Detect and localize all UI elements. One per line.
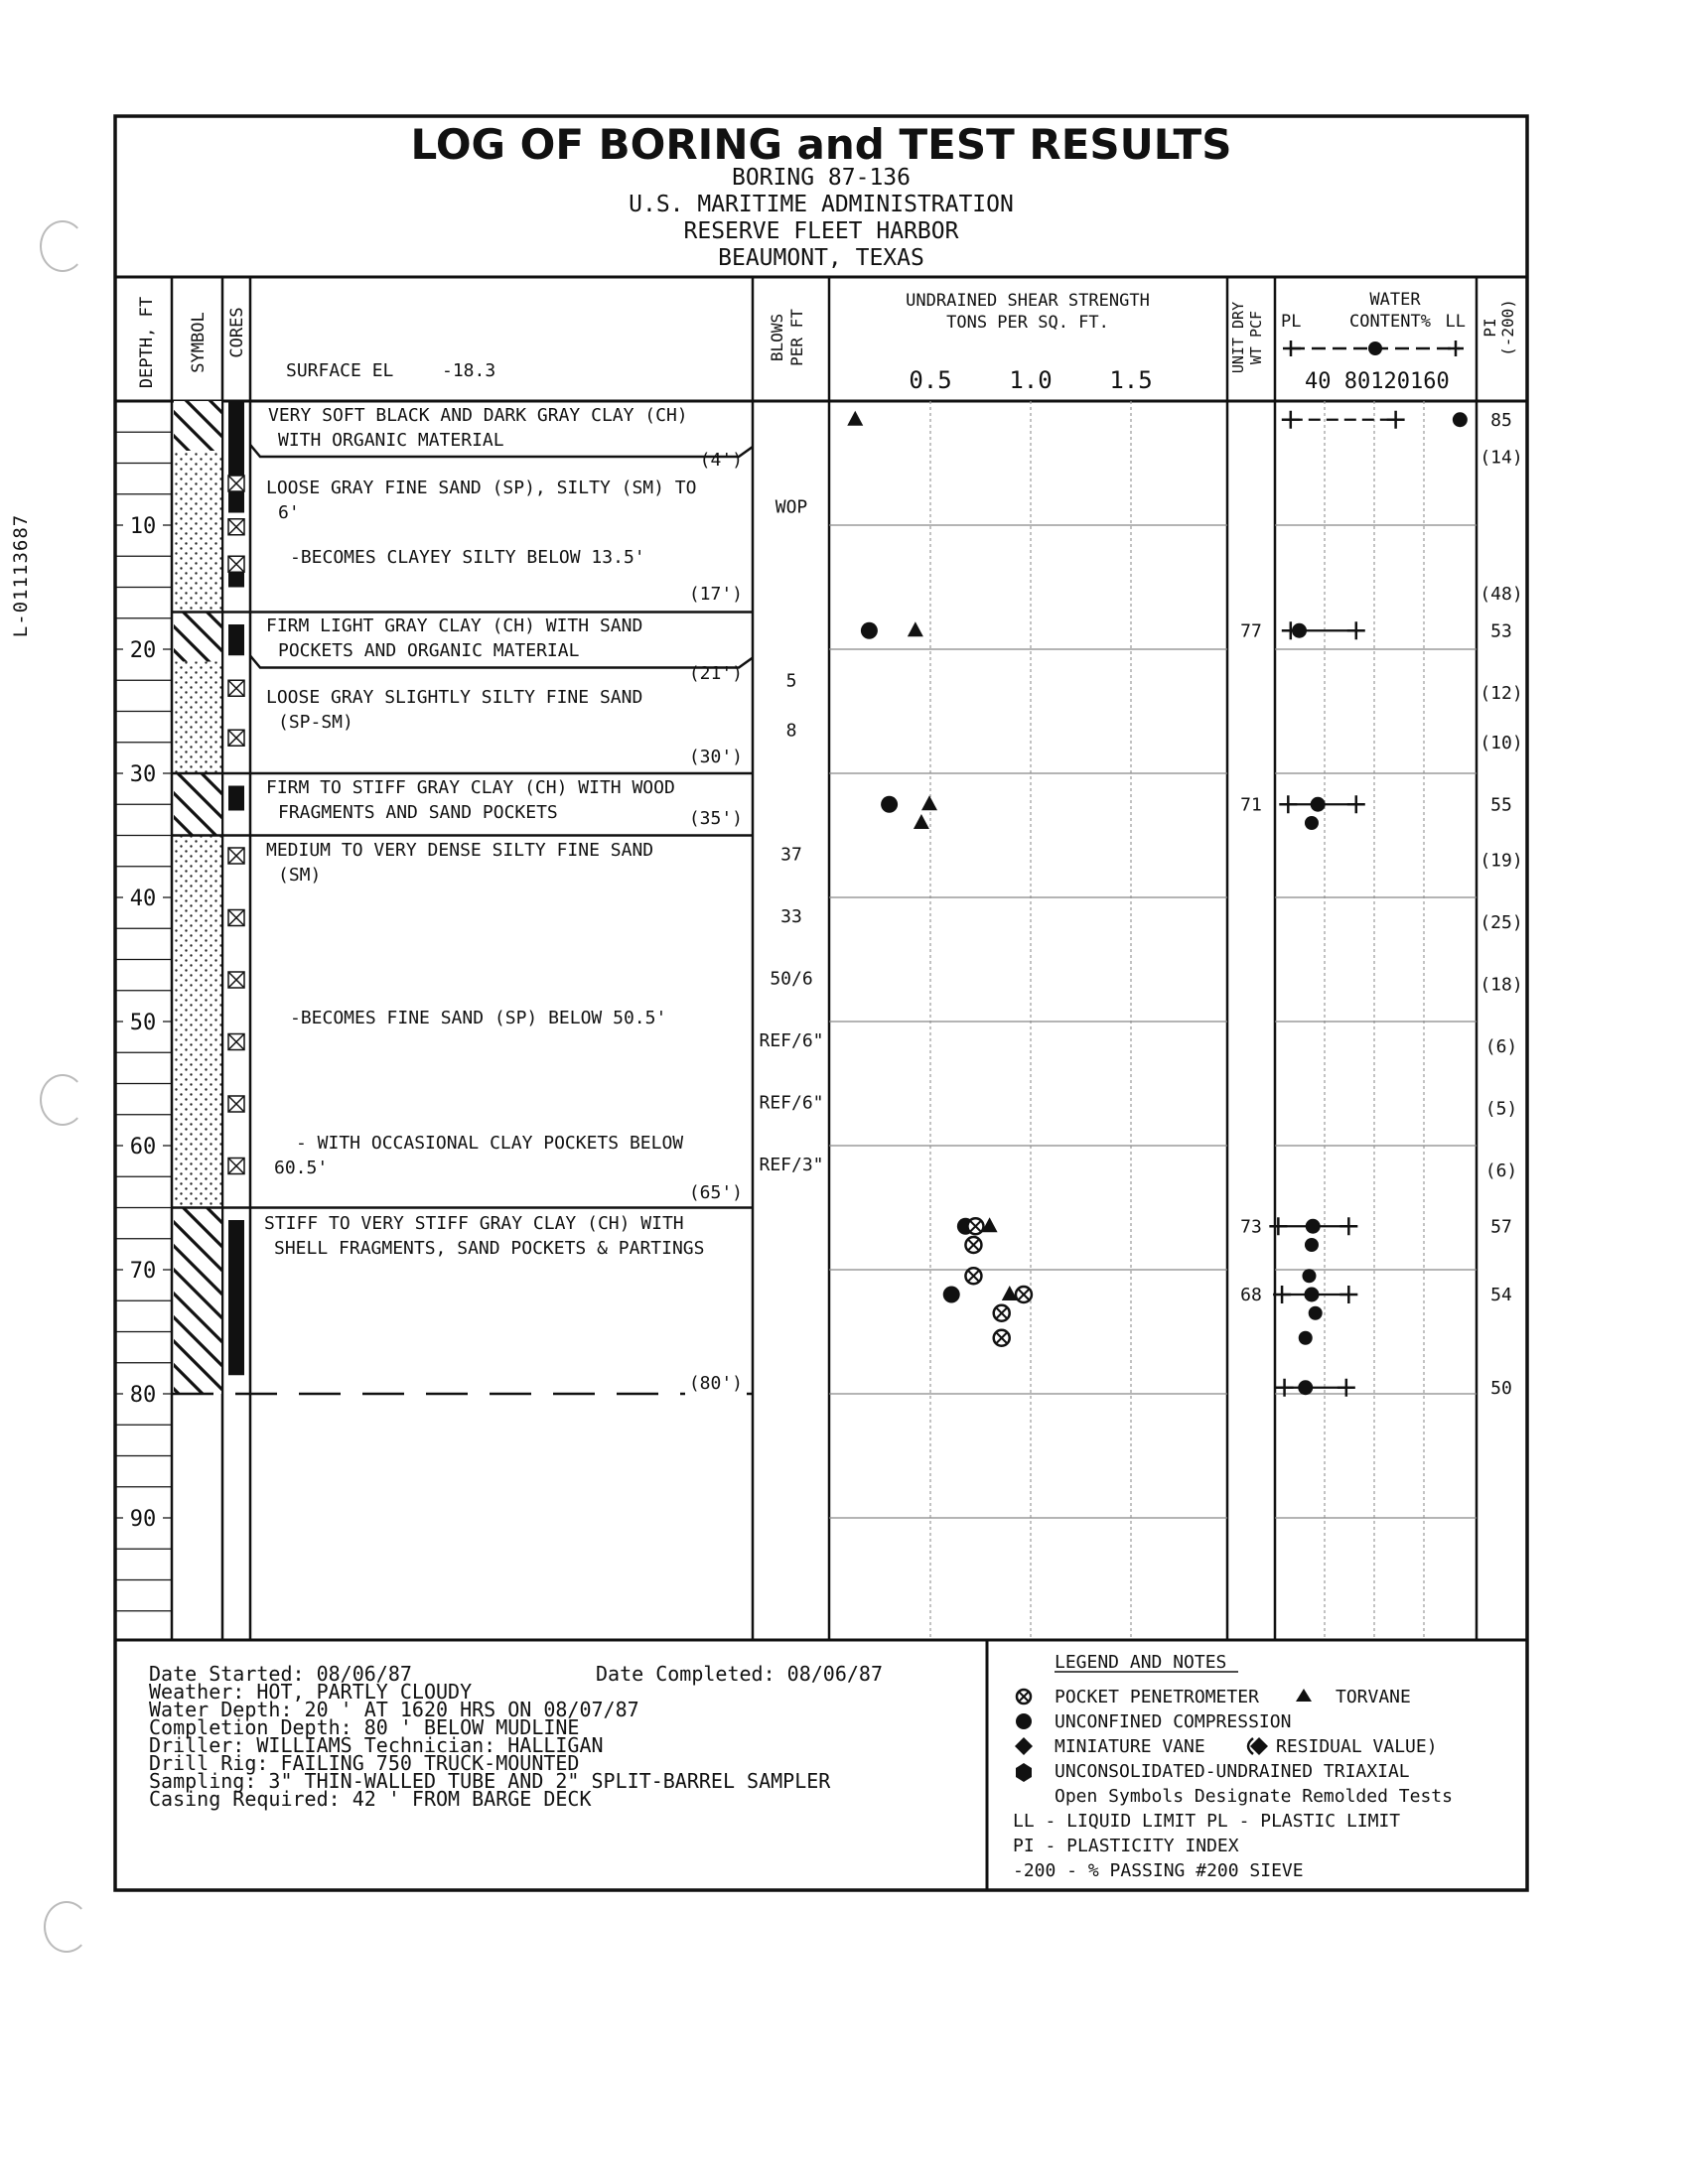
water-content-point xyxy=(1304,1288,1319,1302)
stratum-depth-mark: (17') xyxy=(688,584,743,605)
stratum-description: FRAGMENTS AND SAND POCKETS xyxy=(278,802,558,823)
pi-column xyxy=(1479,410,1522,1399)
water-content-point xyxy=(1299,1331,1313,1345)
stratum-description: -BECOMES CLAYEY SILTY BELOW 13.5' xyxy=(290,547,645,568)
stratum-description: -BECOMES FINE SAND (SP) BELOW 50.5' xyxy=(290,1008,667,1028)
residual-value-icon xyxy=(1248,1737,1268,1755)
sampling: Sampling: 3" THIN-WALLED TUBE AND 2" SPLIT-BARREL SAMPLER xyxy=(149,1769,831,1793)
stratum-depth-mark: (4') xyxy=(699,450,743,471)
legend-pocket: POCKET PENETROMETER xyxy=(1055,1687,1259,1707)
torvane-point xyxy=(921,795,937,810)
plasticity-index: (14) xyxy=(1479,447,1523,469)
soil-symbol-block xyxy=(174,401,221,451)
water-ticks: 40 80120160 xyxy=(1305,369,1450,394)
plasticity-index: (6) xyxy=(1484,1036,1518,1057)
stratum-description: WITH ORGANIC MATERIAL xyxy=(278,430,504,451)
unconfined-compression-point xyxy=(861,622,878,639)
water-content-point xyxy=(1298,1380,1313,1395)
boring-number: BORING 87-136 xyxy=(731,165,912,191)
stratum-description: SHELL FRAGMENTS, SAND POCKETS & PARTINGS xyxy=(274,1238,705,1259)
depth-label: 60 xyxy=(129,1135,157,1160)
torvane-point xyxy=(908,621,923,636)
surface-el-value: -18.3 xyxy=(442,360,496,381)
header-shear-2: TONS PER SQ. FT. xyxy=(946,313,1109,333)
stratum-depth-mark: (65') xyxy=(688,1182,743,1203)
blow-count: 33 xyxy=(780,905,802,927)
date-started: Date Started: 08/06/87 xyxy=(149,1662,412,1686)
water-content-point xyxy=(1309,1306,1323,1320)
unit-dry-weight: 68 xyxy=(1240,1285,1262,1305)
depth-label: 90 xyxy=(129,1507,157,1532)
header-blows-1: BLOWS xyxy=(768,313,786,362)
water-content-plot xyxy=(1269,411,1468,1397)
header-blows-2: PER FT xyxy=(787,309,806,366)
header-water-1: WATER xyxy=(1369,290,1421,310)
legend xyxy=(1013,1652,1453,1881)
torvane-icon xyxy=(1296,1689,1312,1702)
plasticity-index: (12) xyxy=(1479,682,1523,704)
legend-unconfined: UNCONFINED COMPRESSION xyxy=(1055,1711,1292,1732)
tube-sample xyxy=(228,786,244,811)
info-block xyxy=(149,1662,883,1811)
soil-symbol-block xyxy=(174,613,221,662)
cores-column xyxy=(228,401,244,1375)
legend-ll-pl: LL - LIQUID LIMIT PL - PLASTIC LIMIT xyxy=(1013,1811,1401,1832)
water-content-point xyxy=(1302,1269,1316,1283)
header-unit-dry-1: UNIT DRY xyxy=(1229,301,1247,374)
depth-label: 70 xyxy=(129,1259,157,1284)
symbol-column xyxy=(174,401,221,1394)
unit-dry-weight: 73 xyxy=(1240,1216,1262,1238)
soil-symbol-block xyxy=(174,773,221,836)
pocket-penetrometer-icon xyxy=(1017,1690,1031,1704)
plasticity-index: 54 xyxy=(1490,1285,1512,1305)
header-shear-1: UNDRAINED SHEAR STRENGTH xyxy=(906,291,1150,311)
header-cores: CORES xyxy=(227,307,247,358)
blow-count: 8 xyxy=(785,720,797,742)
depth-label: 50 xyxy=(129,1011,157,1035)
plasticity-index: 50 xyxy=(1490,1377,1512,1399)
plasticity-index: (10) xyxy=(1479,732,1523,753)
legend-pi: PI - PLASTICITY INDEX xyxy=(1013,1836,1239,1856)
water-content-point xyxy=(1305,816,1319,830)
shear-tick-label: 1.5 xyxy=(1109,366,1153,394)
stratum-description: FIRM TO STIFF GRAY CLAY (CH) WITH WOOD xyxy=(266,777,675,798)
soil-symbol-block xyxy=(174,451,221,613)
plasticity-index: 55 xyxy=(1490,794,1512,816)
water-depth: Water Depth: 20 ' AT 1620 HRS ON 08/07/87 xyxy=(149,1698,639,1721)
unit-dry-weight: 71 xyxy=(1240,794,1262,816)
blows-column xyxy=(759,496,823,1175)
legend-uu: UNCONSOLIDATED-UNDRAINED TRIAXIAL xyxy=(1055,1761,1410,1782)
drill-rig: Drill Rig: FAILING 750 TRUCK-MOUNTED xyxy=(149,1751,580,1775)
stratum-description: STIFF TO VERY STIFF GRAY CLAY (CH) WITH xyxy=(264,1213,684,1234)
pocket-penetrometer-point xyxy=(965,1237,981,1253)
tube-sample xyxy=(228,401,244,464)
column-headers xyxy=(137,290,1517,394)
header-depth: DEPTH, FT xyxy=(137,296,157,389)
soil-symbol-block xyxy=(174,662,221,774)
stratum-depth-mark: (30') xyxy=(688,747,743,767)
stratum-description: LOOSE GRAY FINE SAND (SP), SILTY (SM) TO xyxy=(266,478,697,498)
legend-sieve: -200 - % PASSING #200 SIEVE xyxy=(1013,1860,1304,1881)
plasticity-index: (5) xyxy=(1484,1098,1518,1120)
stratum-description: 60.5' xyxy=(274,1158,329,1178)
completion-depth: Completion Depth: 80 ' BELOW MUDLINE xyxy=(149,1715,580,1739)
water-content-point xyxy=(1305,1238,1319,1252)
water-content-point xyxy=(1306,1219,1321,1234)
unconfined-icon xyxy=(1016,1713,1032,1729)
weather: Weather: HOT, PARTLY CLOUDY xyxy=(149,1680,473,1704)
depth-label: 20 xyxy=(129,638,157,663)
blow-count: 37 xyxy=(780,844,802,866)
shear-tick-label: 0.5 xyxy=(909,366,952,394)
title-block xyxy=(411,120,1232,271)
location: BEAUMONT, TEXAS xyxy=(718,245,924,271)
stratum-description: LOOSE GRAY SLIGHTLY SILTY FINE SAND xyxy=(266,687,643,708)
plasticity-index: (18) xyxy=(1479,974,1523,996)
pocket-penetrometer-point xyxy=(1016,1287,1032,1302)
stratum-description: VERY SOFT BLACK AND DARK GRAY CLAY (CH) xyxy=(268,405,688,426)
water-content-point xyxy=(1311,797,1326,812)
depth-label: 30 xyxy=(129,762,157,787)
pocket-penetrometer-point xyxy=(967,1218,983,1234)
water-content-point xyxy=(1292,623,1307,638)
depth-label: 80 xyxy=(129,1383,157,1408)
stratum-description: 6' xyxy=(278,502,300,523)
stratum-description: FIRM LIGHT GRAY CLAY (CH) WITH SAND xyxy=(266,615,643,636)
plasticity-index: (19) xyxy=(1479,850,1523,872)
unconfined-compression-point xyxy=(943,1287,960,1303)
water-content-point xyxy=(1453,412,1468,427)
blow-count: REF/6" xyxy=(759,1029,824,1051)
unconfined-compression-point xyxy=(881,796,898,813)
unit-dry-column xyxy=(1240,620,1262,1305)
legend-torvane: TORVANE xyxy=(1336,1687,1411,1707)
header-symbol: SYMBOL xyxy=(189,312,209,373)
stratum-description: (SP-SM) xyxy=(278,712,353,733)
stratum-description: POCKETS AND ORGANIC MATERIAL xyxy=(278,640,580,661)
blow-count: 5 xyxy=(785,670,797,692)
torvane-point xyxy=(847,411,863,426)
surface-el-label: SURFACE EL xyxy=(286,360,394,381)
pocket-penetrometer-point xyxy=(965,1268,981,1284)
legend-residual: RESIDUAL VALUE) xyxy=(1276,1736,1438,1757)
tube-sample xyxy=(228,624,244,655)
torvane-point xyxy=(914,814,929,829)
shear-strength-plot xyxy=(847,411,1032,1346)
stratum-depth-mark: (35') xyxy=(688,808,743,829)
header-water-pl: PL xyxy=(1281,312,1302,332)
driller: Driller: WILLIAMS Technician: HALLIGAN xyxy=(149,1733,604,1757)
tube-sample xyxy=(228,1220,244,1375)
water-key-dot xyxy=(1368,341,1382,355)
legend-title: LEGEND AND NOTES xyxy=(1055,1652,1227,1673)
header-unit-dry-2: WT PCF xyxy=(1247,310,1265,365)
plasticity-index: 53 xyxy=(1490,620,1512,642)
blow-count: 50/6 xyxy=(770,968,813,990)
header-pi-2: (-200) xyxy=(1498,299,1517,356)
depth-label: 40 xyxy=(129,887,157,911)
blow-count: REF/6" xyxy=(759,1092,824,1114)
shear-tick-label: 1.0 xyxy=(1009,366,1053,394)
legend-mini-vane: MINIATURE VANE xyxy=(1055,1736,1205,1757)
stratum-depth-mark: (21') xyxy=(688,663,743,684)
plasticity-index: 57 xyxy=(1490,1216,1512,1238)
strata-descriptions xyxy=(172,405,753,1394)
blow-count: WOP xyxy=(775,496,808,518)
stratum-depth-mark: (80') xyxy=(688,1373,743,1394)
data-grid xyxy=(829,366,1477,1640)
header-water-2: CONTENT% xyxy=(1349,312,1431,332)
plasticity-index: (48) xyxy=(1479,583,1523,605)
date-completed: Date Completed: 08/06/87 xyxy=(596,1662,883,1686)
soil-symbol-block xyxy=(174,836,221,1208)
plasticity-index: 85 xyxy=(1490,409,1512,431)
pocket-penetrometer-point xyxy=(994,1305,1010,1321)
miniature-vane-icon xyxy=(1015,1737,1033,1755)
site: RESERVE FLEET HARBOR xyxy=(683,218,959,244)
plasticity-index: (25) xyxy=(1479,912,1523,933)
casing: Casing Required: 42 ' FROM BARGE DECK xyxy=(149,1787,592,1811)
stratum-description: (SM) xyxy=(278,865,322,886)
uu-triaxial-icon xyxy=(1016,1763,1032,1782)
legend-open-symbols: Open Symbols Designate Remolded Tests xyxy=(1055,1786,1453,1807)
document-id: L-01113687 xyxy=(10,513,32,638)
header-water-ll: LL xyxy=(1445,312,1466,332)
log-title: LOG OF BORING and TEST RESULTS xyxy=(410,120,1232,169)
depth-label: 10 xyxy=(129,514,157,539)
stratum-description: MEDIUM TO VERY DENSE SILTY FINE SAND xyxy=(266,840,654,861)
plasticity-index: (6) xyxy=(1484,1160,1518,1181)
pocket-penetrometer-point xyxy=(994,1330,1010,1346)
header-pi-1: PI xyxy=(1480,318,1499,338)
unit-dry-weight: 77 xyxy=(1240,620,1262,642)
depth-column xyxy=(115,401,172,1611)
blow-count: REF/3" xyxy=(759,1154,824,1175)
agency: U.S. MARITIME ADMINISTRATION xyxy=(629,192,1014,217)
soil-symbol-block xyxy=(174,1208,221,1395)
stratum-description: - WITH OCCASIONAL CLAY POCKETS BELOW xyxy=(296,1133,684,1154)
